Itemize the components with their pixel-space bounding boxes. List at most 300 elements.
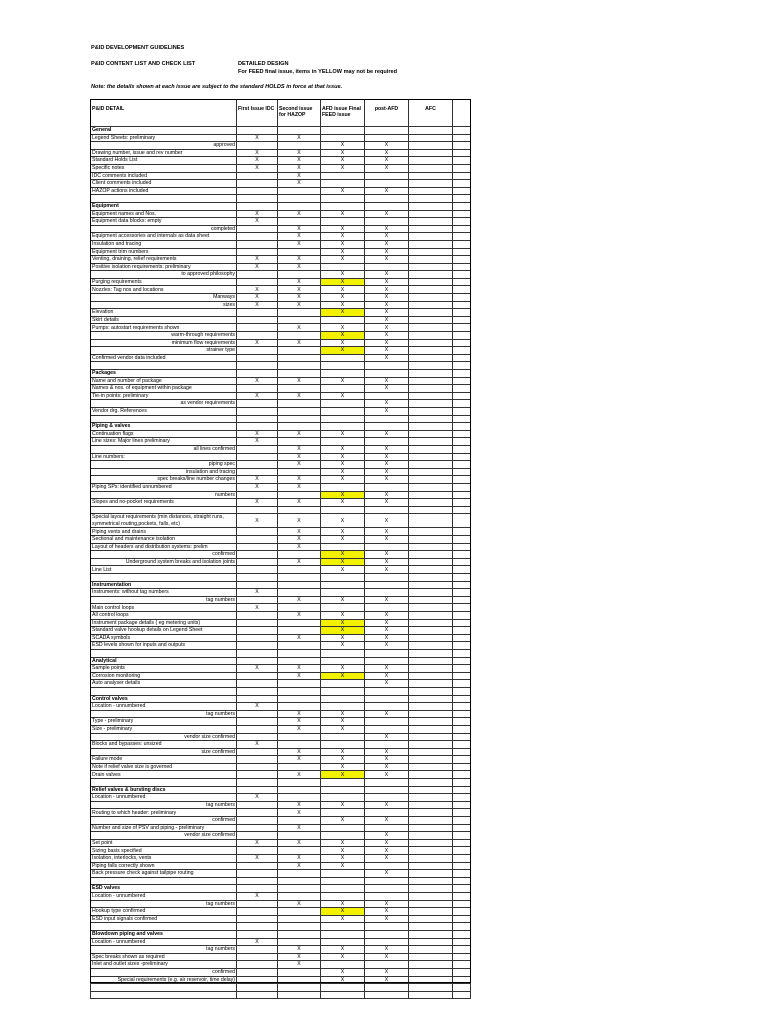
check-cell (237, 642, 278, 650)
check-cell (365, 892, 409, 900)
check-cell (365, 263, 409, 271)
row-label: Special requirements (e.g. air reservoir, time delay) (91, 976, 237, 984)
check-cell (409, 385, 453, 393)
check-cell (278, 779, 321, 787)
check-cell: X (365, 256, 409, 264)
check-cell (365, 202, 409, 210)
extra-cell (453, 976, 471, 984)
table-row (91, 634, 471, 642)
check-cell (365, 483, 409, 491)
check-cell (409, 468, 453, 476)
row-label: Location - unnumbered (91, 938, 237, 946)
extra-cell (453, 271, 471, 279)
check-cell: X (321, 164, 365, 172)
table-row (91, 271, 471, 279)
check-cell (409, 248, 453, 256)
check-cell (409, 809, 453, 817)
check-cell: X (278, 256, 321, 264)
check-cell: X (278, 240, 321, 248)
extra-cell (453, 483, 471, 491)
check-cell: X (365, 665, 409, 673)
check-cell: X (321, 763, 365, 771)
check-cell (409, 604, 453, 612)
check-cell: X (365, 855, 409, 863)
check-cell: X (278, 946, 321, 954)
row-label: Specific notes (91, 164, 237, 172)
check-cell (409, 558, 453, 566)
check-cell (409, 233, 453, 241)
extra-cell (453, 543, 471, 551)
check-cell: X (365, 672, 409, 680)
check-cell (237, 862, 278, 870)
check-cell: X (365, 847, 409, 855)
check-cell: X (365, 233, 409, 241)
extra-cell (453, 642, 471, 650)
check-cell (409, 900, 453, 908)
check-cell: X (278, 801, 321, 809)
section-row (91, 127, 471, 135)
column-header-first-issue: First Issue IDC (237, 100, 278, 127)
row-label: Continuation flags (91, 430, 237, 438)
check-cell: X (365, 499, 409, 507)
table-row (91, 725, 471, 733)
row-label: Special layout requirements (min distances, straight runs, symmetrical routing,pockets, falls, etc) (91, 514, 237, 528)
table-row (91, 604, 471, 612)
check-cell: X (365, 407, 409, 415)
check-cell (409, 483, 453, 491)
table-row (91, 385, 471, 393)
check-cell (237, 309, 278, 317)
check-cell: X (278, 483, 321, 491)
check-cell (237, 332, 278, 340)
check-cell (278, 984, 321, 992)
table-row (91, 847, 471, 855)
check-cell: X (365, 748, 409, 756)
check-cell: X (365, 908, 409, 916)
table-row (91, 642, 471, 650)
column-header-second-issue: Second issue for HAZOP (278, 100, 321, 127)
extra-cell (453, 589, 471, 597)
check-cell: X (365, 240, 409, 248)
check-cell: X (365, 271, 409, 279)
extra-cell (453, 900, 471, 908)
check-cell: X (365, 309, 409, 317)
row-label: Instruments: without tag numbers (91, 589, 237, 597)
check-cell: X (321, 309, 365, 317)
extra-cell (453, 877, 471, 885)
row-label (91, 877, 237, 885)
check-cell (409, 187, 453, 195)
extra-cell (453, 756, 471, 764)
check-cell (237, 687, 278, 695)
check-cell (321, 370, 365, 378)
check-cell (409, 756, 453, 764)
check-cell (237, 172, 278, 180)
extra-cell (453, 741, 471, 749)
check-cell (237, 596, 278, 604)
extra-cell (453, 164, 471, 172)
check-cell: X (237, 483, 278, 491)
table-row (91, 278, 471, 286)
table-row (91, 870, 471, 878)
check-cell: X (365, 976, 409, 984)
check-cell (365, 127, 409, 135)
check-cell: X (278, 961, 321, 969)
check-cell: X (237, 839, 278, 847)
row-label: Drawing number, issue and rev number (91, 149, 237, 157)
check-cell (237, 779, 278, 787)
section-title: Relief valves & bursting discs (91, 786, 237, 794)
table-row (91, 710, 471, 718)
check-cell: X (321, 748, 365, 756)
check-cell: X (237, 703, 278, 711)
check-cell (278, 491, 321, 499)
row-label: Client comments included (91, 180, 237, 188)
check-cell: X (321, 642, 365, 650)
check-cell: X (237, 339, 278, 347)
check-cell (409, 657, 453, 665)
check-cell: X (278, 180, 321, 188)
check-cell (237, 558, 278, 566)
check-cell (321, 263, 365, 271)
check-cell: X (365, 900, 409, 908)
check-cell (365, 415, 409, 423)
check-cell (278, 370, 321, 378)
check-cell: X (365, 528, 409, 536)
row-label: warm-through requirements (91, 332, 237, 340)
blank-row (91, 362, 471, 370)
check-cell (409, 400, 453, 408)
check-cell: X (237, 294, 278, 302)
row-label (91, 362, 237, 370)
check-cell: X (321, 347, 365, 355)
extra-cell (453, 657, 471, 665)
check-cell (409, 566, 453, 574)
check-cell (237, 415, 278, 423)
check-cell: X (365, 953, 409, 961)
check-cell (278, 574, 321, 582)
check-cell: X (321, 142, 365, 150)
check-cell (409, 127, 453, 135)
check-cell: X (365, 164, 409, 172)
table-row (91, 763, 471, 771)
section-title: Control valves (91, 695, 237, 703)
check-cell: X (365, 612, 409, 620)
blank-row (91, 984, 471, 992)
check-cell (237, 991, 278, 999)
check-cell (237, 407, 278, 415)
extra-cell (453, 514, 471, 528)
check-cell (237, 195, 278, 203)
check-cell (365, 218, 409, 226)
check-cell: X (237, 794, 278, 802)
table-row (91, 892, 471, 900)
row-label: Legend Sheets: preliminary (91, 134, 237, 142)
check-cell (321, 824, 365, 832)
check-cell: X (365, 332, 409, 340)
row-label (91, 506, 237, 514)
check-cell: X (365, 142, 409, 150)
row-label: Back pressure check against tailpipe routing (91, 870, 237, 878)
check-cell (321, 362, 365, 370)
extra-cell (453, 718, 471, 726)
table-row (91, 233, 471, 241)
check-cell: X (278, 294, 321, 302)
check-cell (321, 385, 365, 393)
blank-row (91, 991, 471, 999)
check-cell: X (321, 514, 365, 528)
holds-note: Note: the details shown at each issue are subject to the standard HOLDS in force at that issue. (91, 84, 343, 90)
check-cell: X (365, 627, 409, 635)
check-cell (409, 695, 453, 703)
check-cell (237, 202, 278, 210)
check-cell (278, 271, 321, 279)
table-row (91, 619, 471, 627)
extra-cell (453, 491, 471, 499)
section-row (91, 202, 471, 210)
check-cell (409, 908, 453, 916)
row-label: Location - unnumbered (91, 892, 237, 900)
table-row (91, 824, 471, 832)
blank-row (91, 574, 471, 582)
check-cell: X (321, 536, 365, 544)
check-cell (365, 991, 409, 999)
row-label: minimum flow requirements (91, 339, 237, 347)
check-cell: X (321, 817, 365, 825)
extra-cell (453, 127, 471, 135)
check-cell (278, 438, 321, 446)
table-row (91, 453, 471, 461)
check-cell: X (237, 134, 278, 142)
check-cell: X (321, 551, 365, 559)
check-cell (278, 581, 321, 589)
check-cell (409, 832, 453, 840)
table-row (91, 551, 471, 559)
check-cell: X (365, 187, 409, 195)
row-label (91, 687, 237, 695)
check-cell: X (278, 461, 321, 469)
check-cell (365, 703, 409, 711)
table-row (91, 263, 471, 271)
check-cell (237, 506, 278, 514)
check-cell (237, 961, 278, 969)
check-cell: X (278, 528, 321, 536)
check-cell: X (278, 499, 321, 507)
row-label: confirmed (91, 817, 237, 825)
check-cell: X (321, 908, 365, 916)
extra-cell (453, 961, 471, 969)
table-row (91, 596, 471, 604)
row-label: ESD input signals confirmed (91, 915, 237, 923)
extra-cell (453, 301, 471, 309)
check-cell (237, 536, 278, 544)
check-cell: X (278, 134, 321, 142)
check-cell (409, 543, 453, 551)
check-cell: X (237, 392, 278, 400)
check-cell (409, 923, 453, 931)
extra-cell (453, 953, 471, 961)
check-cell (278, 915, 321, 923)
check-cell (237, 543, 278, 551)
blank-row (91, 415, 471, 423)
table-row (91, 468, 471, 476)
check-cell: X (365, 461, 409, 469)
check-cell (409, 991, 453, 999)
extra-cell (453, 256, 471, 264)
check-cell (409, 862, 453, 870)
row-label: Number and size of PSV and piping - preliminary (91, 824, 237, 832)
check-cell (365, 574, 409, 582)
extra-cell (453, 627, 471, 635)
check-cell (409, 438, 453, 446)
check-cell (321, 733, 365, 741)
check-cell: X (278, 672, 321, 680)
check-cell (409, 415, 453, 423)
extra-cell (453, 423, 471, 431)
check-cell (365, 923, 409, 931)
check-cell (237, 453, 278, 461)
check-cell (237, 370, 278, 378)
check-cell: X (365, 817, 409, 825)
column-header-detail: P&ID DETAIL (91, 100, 237, 127)
table-row (91, 832, 471, 840)
check-cell (321, 991, 365, 999)
table-row (91, 180, 471, 188)
check-cell (237, 233, 278, 241)
check-cell (409, 362, 453, 370)
row-label: Type - preliminary (91, 718, 237, 726)
table-row (91, 294, 471, 302)
check-cell: X (321, 627, 365, 635)
check-cell (237, 657, 278, 665)
check-cell (237, 946, 278, 954)
check-cell (321, 938, 365, 946)
check-cell (409, 172, 453, 180)
check-cell (409, 134, 453, 142)
check-cell (278, 703, 321, 711)
check-cell (409, 301, 453, 309)
check-cell: X (365, 476, 409, 484)
check-cell (237, 923, 278, 931)
check-cell (321, 438, 365, 446)
extra-cell (453, 172, 471, 180)
table-row (91, 665, 471, 673)
check-cell: X (278, 164, 321, 172)
check-cell: X (278, 476, 321, 484)
table-row (91, 225, 471, 233)
table-row (91, 968, 471, 976)
check-cell: X (365, 771, 409, 779)
row-label (91, 779, 237, 787)
check-cell (409, 195, 453, 203)
check-cell (237, 187, 278, 195)
check-cell (365, 687, 409, 695)
table-row (91, 566, 471, 574)
table-row (91, 756, 471, 764)
check-cell (321, 695, 365, 703)
table-row (91, 946, 471, 954)
check-cell (409, 779, 453, 787)
table-row (91, 915, 471, 923)
check-cell (321, 649, 365, 657)
check-cell (237, 877, 278, 885)
table-row (91, 589, 471, 597)
check-cell (237, 710, 278, 718)
extra-cell (453, 862, 471, 870)
extra-cell (453, 149, 471, 157)
row-label: Elevation (91, 309, 237, 317)
check-cell (321, 423, 365, 431)
check-cell (321, 134, 365, 142)
check-cell: X (278, 725, 321, 733)
check-cell (278, 817, 321, 825)
extra-cell (453, 619, 471, 627)
check-cell: X (365, 157, 409, 165)
check-cell (278, 248, 321, 256)
check-cell: X (278, 377, 321, 385)
section-row (91, 581, 471, 589)
check-cell: X (365, 832, 409, 840)
extra-cell (453, 218, 471, 226)
check-cell (237, 180, 278, 188)
row-label: Line numbers: (91, 453, 237, 461)
check-cell (409, 210, 453, 218)
row-label: Main control loops (91, 604, 237, 612)
check-cell: X (278, 233, 321, 241)
extra-cell (453, 612, 471, 620)
row-label: approved (91, 142, 237, 150)
extra-cell (453, 634, 471, 642)
check-cell: X (321, 461, 365, 469)
check-cell (409, 855, 453, 863)
check-cell (321, 354, 365, 362)
check-cell: X (321, 558, 365, 566)
check-cell: X (321, 953, 365, 961)
row-label: strainer type (91, 347, 237, 355)
row-label: Inlet and outlet sizes -preliminary (91, 961, 237, 969)
check-cell (278, 976, 321, 984)
check-cell: X (278, 210, 321, 218)
row-label: Routing to which header: preliminary (91, 809, 237, 817)
extra-cell (453, 506, 471, 514)
extra-cell (453, 908, 471, 916)
check-cell (237, 142, 278, 150)
blank-row (91, 923, 471, 931)
table-row (91, 218, 471, 226)
extra-cell (453, 915, 471, 923)
extra-cell (453, 604, 471, 612)
check-cell (278, 347, 321, 355)
row-label: to approved philosophy (91, 271, 237, 279)
check-cell (321, 415, 365, 423)
check-cell (237, 832, 278, 840)
check-cell: X (278, 718, 321, 726)
row-label (91, 415, 237, 423)
check-cell (278, 354, 321, 362)
check-cell (409, 491, 453, 499)
row-label: Sectional and maintenance isolation (91, 536, 237, 544)
table-row (91, 961, 471, 969)
table-row (91, 248, 471, 256)
check-cell (278, 657, 321, 665)
table-row (91, 392, 471, 400)
check-cell: X (237, 665, 278, 673)
check-cell (321, 581, 365, 589)
check-cell (321, 870, 365, 878)
extra-cell (453, 687, 471, 695)
row-label: Skirt details (91, 316, 237, 324)
check-cell: X (365, 400, 409, 408)
